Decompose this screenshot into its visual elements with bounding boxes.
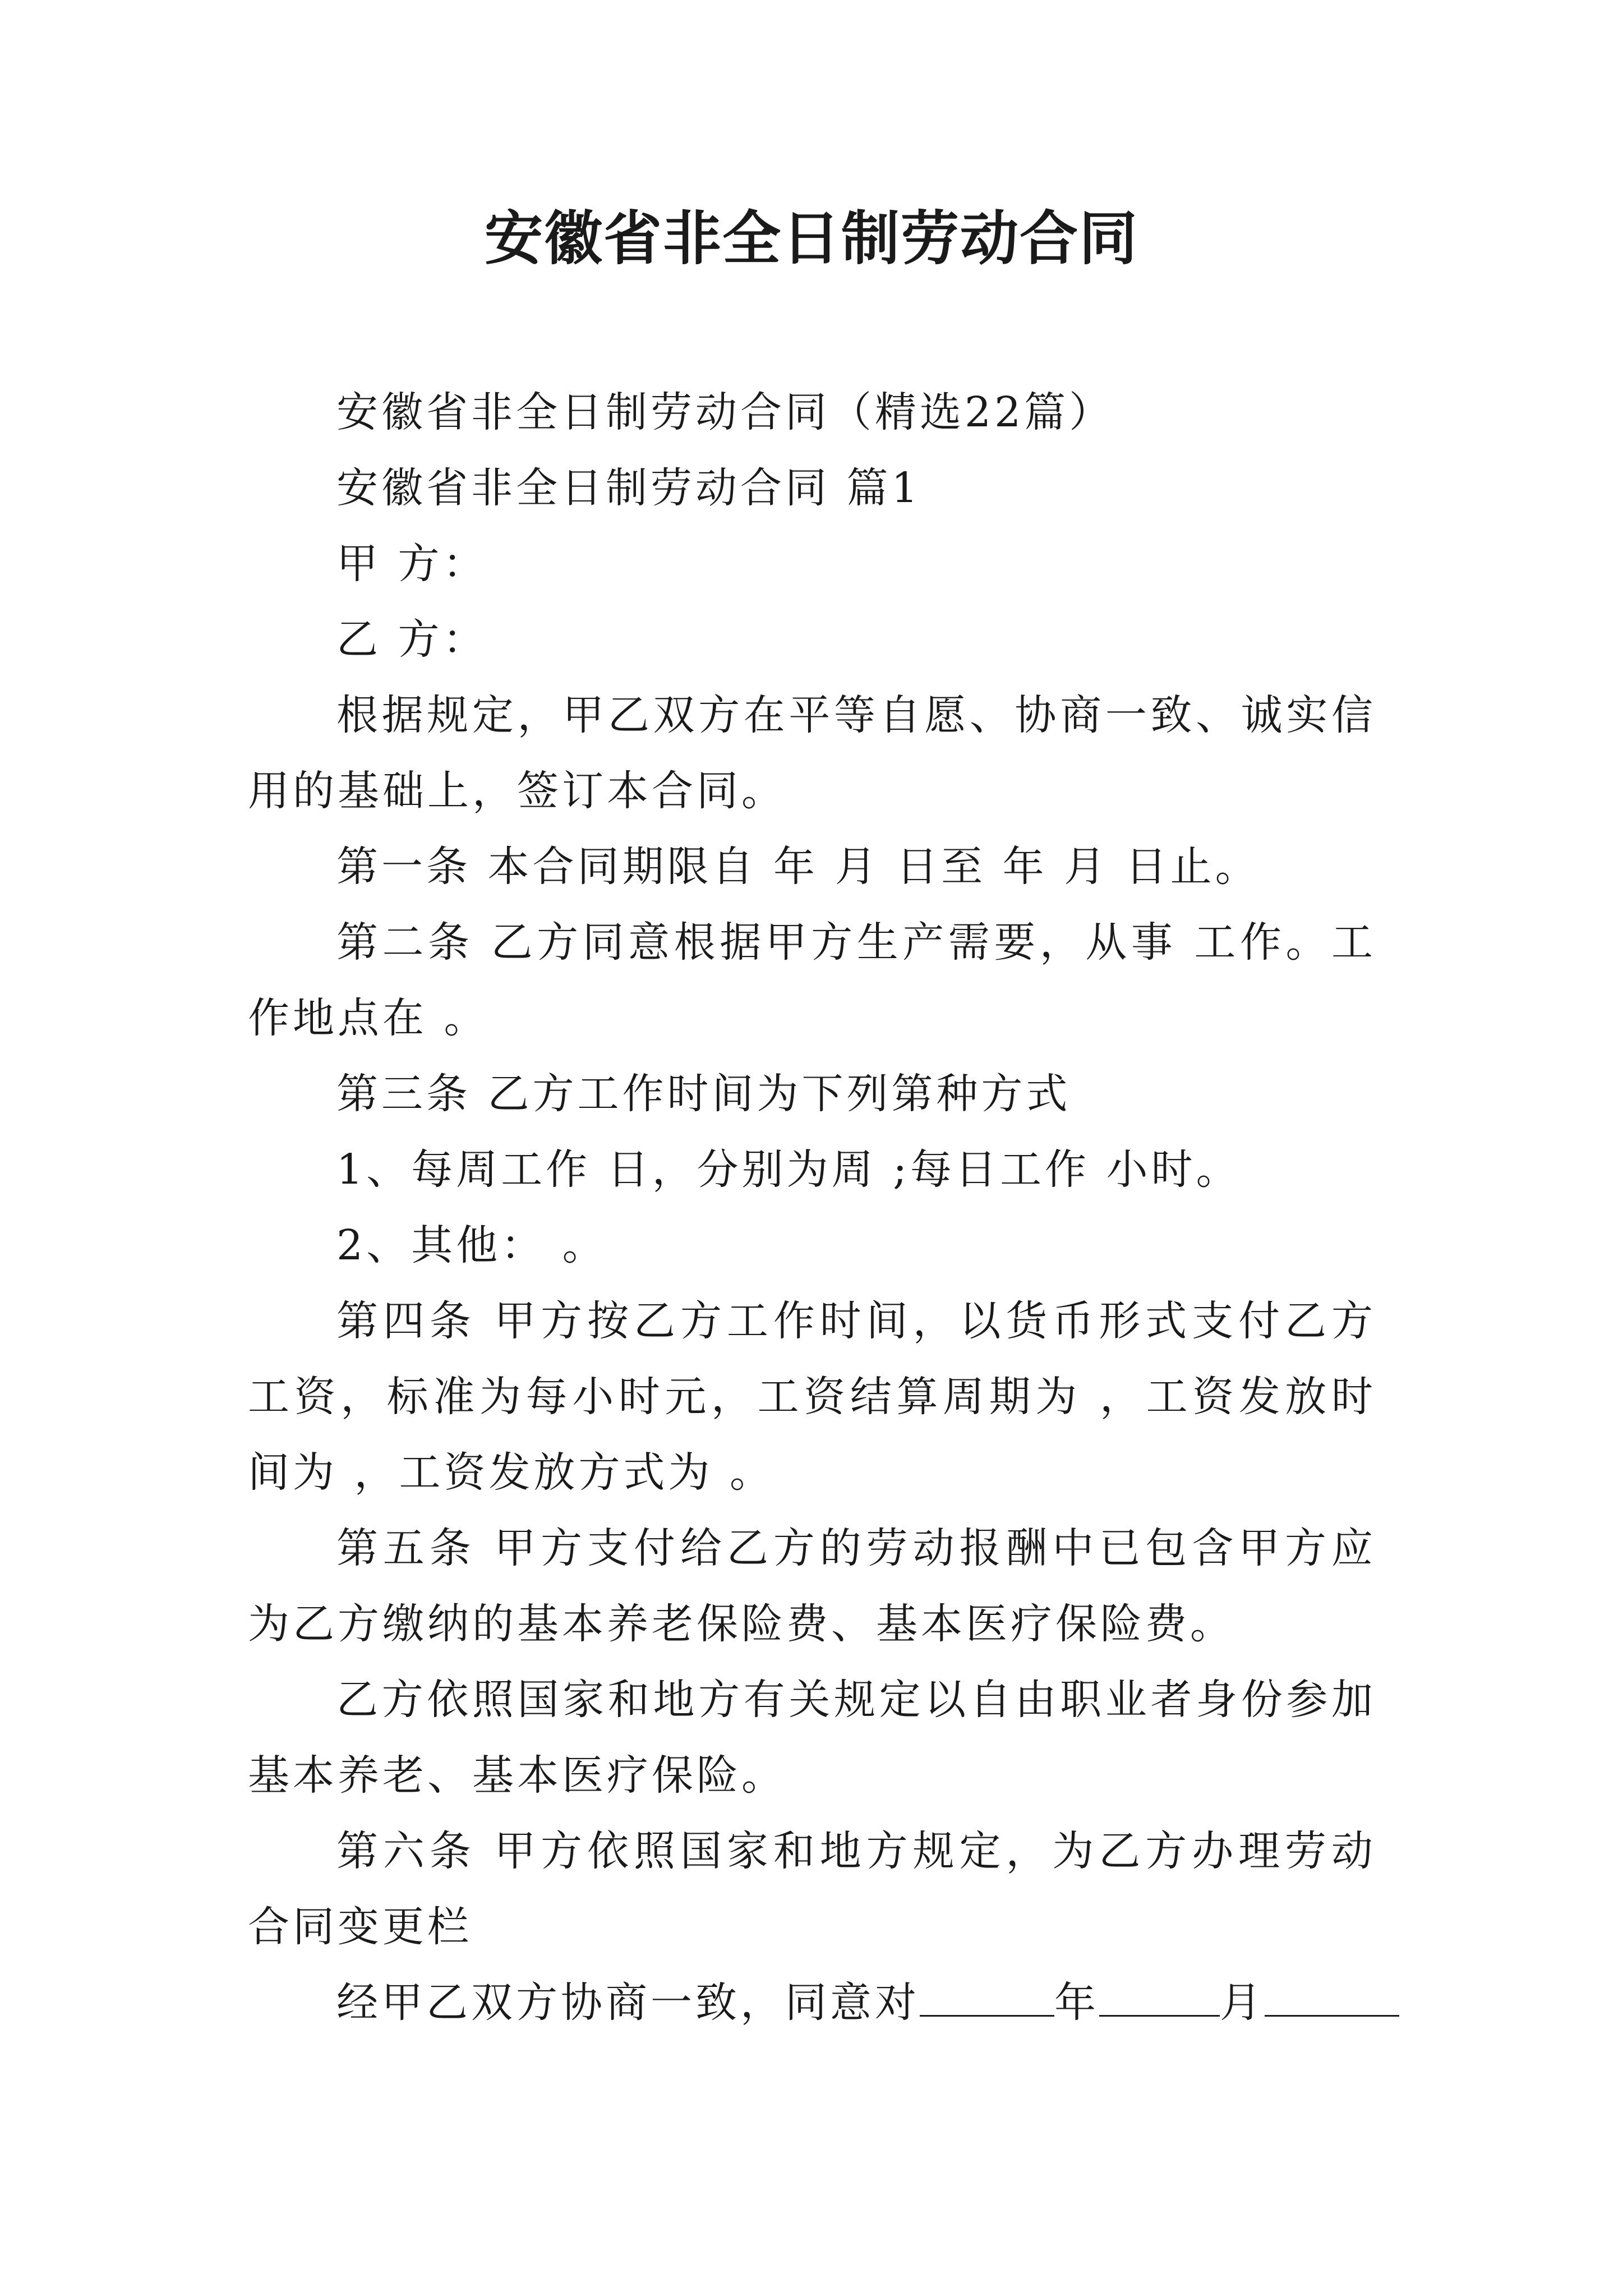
paragraph-party-a: 甲 方： [336, 540, 488, 588]
blank-line [1099, 1980, 1220, 2017]
paragraph-article-2: 第二条 乙方同意根据甲方生产需要，从事 工作。工作地点在 。 [248, 918, 1376, 1042]
paragraph-heading: 安徽省非全日制劳动合同 篇1 [336, 464, 921, 512]
paragraph-party-b: 乙 方： [336, 615, 488, 664]
year-label: 年 [1054, 1978, 1099, 2027]
paragraph-insurance: 乙方依照国家和地方有关规定以自由职业者身份参加基本养老、基本医疗保险。 [248, 1676, 1376, 1800]
paragraph-article-3: 第三条 乙方工作时间为下列第种方式 [336, 1070, 1071, 1118]
agreement-text: 经甲乙双方协商一致，同意对 [336, 1978, 920, 2027]
paragraph-preamble: 根据规定，甲乙双方在平等自愿、协商一致、诚实信用的基础上，签订本合同。 [248, 691, 1376, 815]
paragraph-article-4: 第四条 甲方按乙方工作时间，以货币形式支付乙方工资，标准为每小时元，工资结算周期为 ，工资发放时间为 ，工资发放方式为 。 [248, 1297, 1376, 1497]
paragraph-article-3-item-2: 2、其他： 。 [336, 1221, 607, 1269]
paragraph-agreement-line [248, 1965, 1376, 2041]
paragraph-article-6: 第六条 甲方依照国家和地方规定，为乙方办理劳动合同变更栏 [248, 1827, 1376, 1951]
blank-line [920, 1980, 1054, 2017]
paragraph-article-5: 第五条 甲方支付给乙方的劳动报酬中已包含甲方应为乙方缴纳的基本养老保险费、基本医疗保险费。 [248, 1524, 1376, 1648]
paragraph-article-3-item-1: 1、每周工作 日，分别为周 ;每日工作 小时。 [336, 1145, 1241, 1194]
blank-line [1265, 1980, 1399, 2017]
document-body [248, 375, 1376, 2041]
paragraph-subtitle: 安徽省非全日制劳动合同（精选22篇） [336, 388, 1114, 436]
paragraph-article-1: 第一条 本合同期限自 年 月 日至 年 月 日止。 [336, 843, 1260, 891]
month-label: 月 [1220, 1978, 1265, 2027]
document-title: 安徽省非全日制劳动合同 [484, 204, 1138, 273]
